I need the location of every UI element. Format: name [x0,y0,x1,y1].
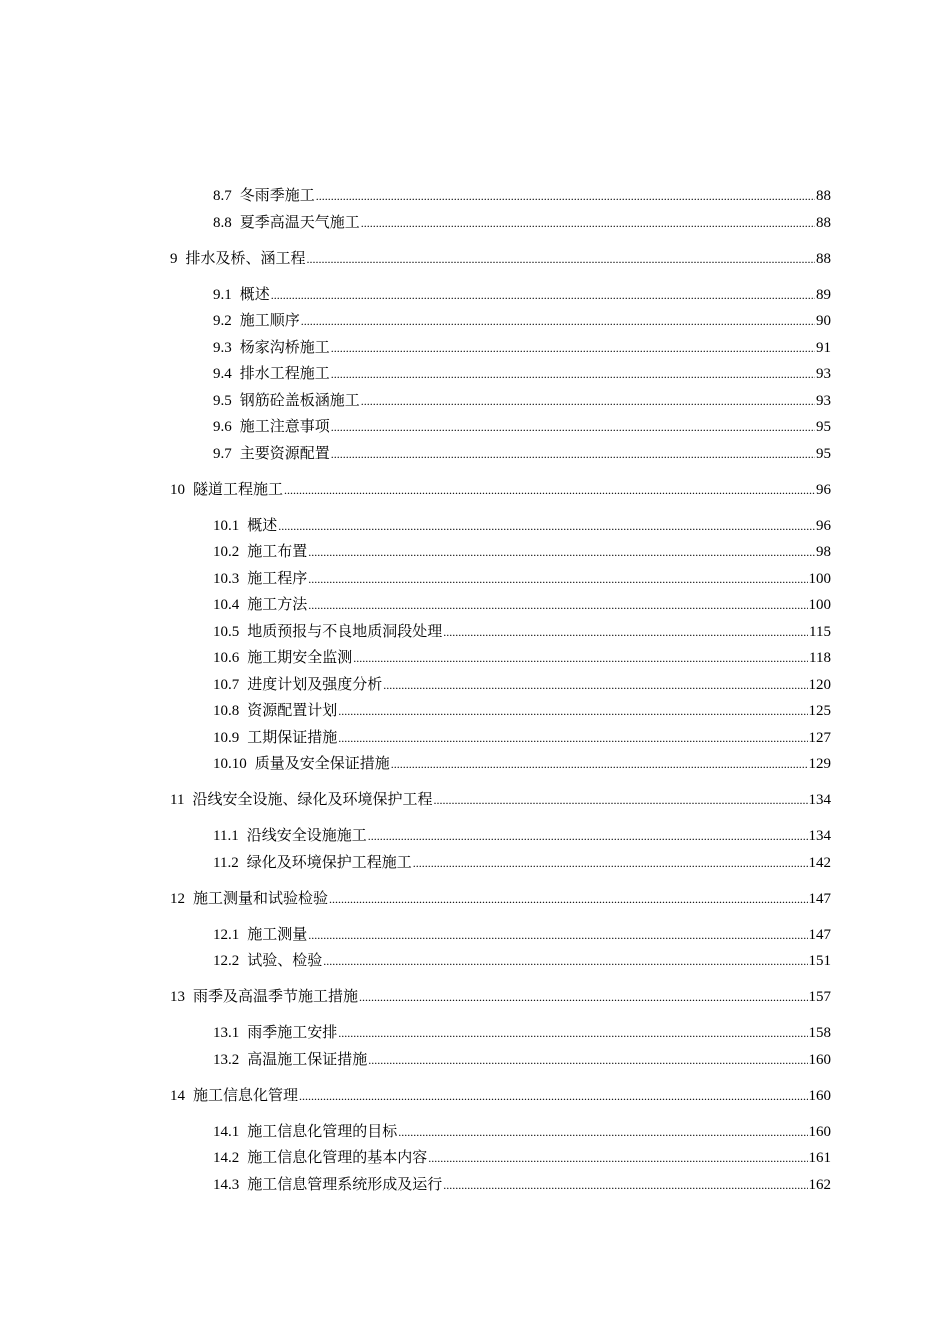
toc-entry-page-number: 88 [816,214,831,231]
toc-entry-title: 概述 [247,517,278,534]
toc-entry-number: 9 [170,250,178,267]
toc-entry-title: 概述 [239,286,270,303]
toc-entry-page-number: 147 [808,890,831,907]
toc-entry-page-number: 95 [816,419,831,435]
toc-dot-leader [338,728,807,748]
toc-section-entry[interactable] [213,951,831,971]
toc-entry-number: 10.6 [213,650,240,666]
toc-entry-page-number: 142 [808,854,831,871]
toc-section-entry[interactable] [213,675,831,695]
toc-chapter-entry[interactable] [170,790,831,810]
toc-dot-leader [413,853,808,873]
toc-dot-leader [271,285,815,305]
toc-entry-title: 主要资源配置 [239,445,330,462]
toc-section-entry[interactable] [213,701,831,721]
toc-entry-title: 沿线安全设施施工 [246,828,367,844]
toc-section-entry[interactable] [213,213,831,233]
toc-entry-number: 10.8 [213,703,240,719]
toc-dot-leader [329,889,807,909]
toc-entry-title: 施工信息化管理的目标 [247,1123,398,1140]
toc-entry-page-number: 134 [808,828,831,844]
toc-entry-page-number: 93 [816,366,831,382]
toc-dot-leader [308,595,807,615]
toc-dot-leader [433,790,807,810]
toc-entry-title: 隧道工程施工 [193,481,284,498]
toc-section-entry[interactable] [213,516,831,536]
toc-section-entry[interactable] [213,1050,831,1070]
toc-entry-title: 钢筋砼盖板涵施工 [239,392,360,409]
toc-entry-title: 施工期安全监测 [247,650,353,666]
toc-section-entry[interactable] [213,569,831,589]
toc-entry-number: 8.8 [213,214,232,231]
toc-entry-number: 13.2 [213,1051,240,1068]
toc-entry-page-number: 160 [808,1087,831,1104]
toc-entry-page-number: 93 [816,392,831,409]
toc-entry-title: 沿线安全设施、绿化及环境保护工程 [192,792,433,808]
toc-section-entry[interactable] [213,826,831,846]
toc-dot-leader [428,1148,807,1168]
toc-section-entry[interactable] [213,853,831,873]
toc-section-entry[interactable] [213,391,831,411]
toc-entry-number: 10.3 [213,570,240,587]
toc-entry-page-number: 90 [816,313,831,329]
toc-entry-page-number: 157 [808,989,831,1005]
toc-section-entry[interactable] [213,285,831,305]
toc-entry-page-number: 118 [809,650,831,666]
toc-entry-number: 9.5 [213,392,232,409]
toc-entry-title: 排水工程施工 [239,366,330,382]
toc-entry-page-number: 120 [808,676,831,693]
toc-section-entry[interactable] [213,1023,831,1043]
toc-dot-leader [361,391,815,411]
toc-entry-number: 10.1 [213,517,240,534]
toc-dot-leader [278,516,815,536]
toc-entry-title: 施工方法 [247,597,308,613]
toc-entry-page-number: 125 [808,703,831,719]
toc-section-entry[interactable] [213,648,831,668]
toc-entry-number: 10.4 [213,597,240,613]
toc-dot-leader [368,1050,807,1070]
toc-entry-page-number: 98 [816,544,831,560]
toc-entry-title: 夏季高温天气施工 [239,214,360,231]
toc-entry-page-number: 88 [816,250,831,267]
toc-entry-page-number: 162 [808,1176,831,1193]
toc-entry-title: 排水及桥、涵工程 [185,250,306,267]
toc-section-entry[interactable] [213,925,831,945]
toc-dot-leader [308,925,807,945]
toc-entry-title: 地质预报与不良地质洞段处理 [247,623,443,640]
toc-entry-number: 14.1 [213,1123,240,1140]
toc-entry-number: 12.1 [213,926,240,943]
toc-dot-leader [361,213,815,233]
toc-entry-title: 施工测量 [247,926,308,943]
toc-entry-number: 9.4 [213,366,232,382]
toc-dot-leader [331,417,815,437]
toc-section-entry[interactable] [213,595,831,615]
toc-dot-leader [391,754,808,774]
toc-entry-page-number: 129 [808,756,831,772]
toc-entry-number: 14 [170,1087,185,1104]
toc-entry-page-number: 127 [808,729,831,746]
toc-section-entry[interactable] [213,754,831,774]
toc-entry-page-number: 161 [808,1150,831,1166]
toc-entry-page-number: 160 [808,1051,831,1068]
toc-entry-number: 10.9 [213,729,240,746]
toc-entry-number: 8.7 [213,188,232,204]
toc-entry-title: 施工信息管理系统形成及运行 [247,1176,443,1193]
toc-entry-number: 9.6 [213,419,232,435]
toc-entry-title: 雨季施工安排 [247,1025,338,1041]
toc-entry-title: 施工信息化管理的基本内容 [247,1150,428,1166]
toc-entry-page-number: 88 [816,188,831,204]
toc-section-entry[interactable] [213,622,831,642]
toc-entry-number: 11.2 [213,854,239,871]
toc-entry-title: 施工测量和试验检验 [193,890,329,907]
toc-section-entry[interactable] [213,542,831,562]
toc-chapter-entry[interactable] [170,987,831,1007]
toc-dot-leader [284,480,815,500]
toc-entry-title: 工期保证措施 [247,729,338,746]
toc-entry-number: 10.5 [213,623,240,640]
toc-entry-number: 10 [170,481,185,498]
toc-entry-title: 冬雨季施工 [239,188,315,204]
toc-entry-page-number: 160 [808,1123,831,1140]
toc-entry-page-number: 147 [808,926,831,943]
toc-entry-number: 10.2 [213,544,240,560]
toc-section-entry[interactable] [213,417,831,437]
toc-entry-title: 高温施工保证措施 [247,1051,368,1068]
toc-dot-leader [353,648,808,668]
toc-chapter-entry[interactable] [170,480,831,500]
toc-dot-leader [323,951,807,971]
toc-entry-number: 12 [170,890,185,907]
toc-entry-title: 施工顺序 [239,313,300,329]
toc-entry-title: 进度计划及强度分析 [247,676,383,693]
toc-dot-leader [331,444,815,464]
toc-dot-leader [359,987,807,1007]
toc-entry-title: 施工注意事项 [239,419,330,435]
toc-dot-leader [443,622,808,642]
toc-entry-title: 试验、检验 [247,953,323,969]
toc-entry-number: 10.10 [213,756,247,772]
toc-dot-leader [299,1086,807,1106]
toc-dot-leader [331,364,815,384]
toc-section-entry[interactable] [213,186,831,206]
toc-dot-leader [331,338,815,358]
toc-entry-number: 11.1 [213,828,239,844]
toc-entry-title: 施工布置 [247,544,308,560]
toc-section-entry[interactable] [213,1175,831,1195]
toc-entry-number: 14.2 [213,1150,240,1166]
toc-section-entry[interactable] [213,444,831,464]
toc-entry-title: 杨家沟桥施工 [239,339,330,356]
toc-entry-number: 11 [170,792,185,808]
toc-entry-page-number: 96 [816,517,831,534]
toc-dot-leader [307,249,815,269]
toc-entry-number: 9.3 [213,339,232,356]
toc-entry-title: 资源配置计划 [247,703,338,719]
toc-dot-leader [398,1122,807,1142]
toc-dot-leader [338,1023,807,1043]
toc-entry-page-number: 100 [808,597,831,613]
toc-entry-number: 10.7 [213,676,240,693]
toc-entry-page-number: 89 [816,286,831,303]
toc-entry-number: 9.1 [213,286,232,303]
toc-entry-page-number: 91 [816,339,831,356]
toc-dot-leader [308,569,807,589]
toc-entry-number: 13.1 [213,1025,240,1041]
toc-chapter-entry[interactable] [170,1086,831,1106]
toc-dot-leader [338,701,807,721]
toc-section-entry[interactable] [213,1122,831,1142]
toc-entry-number: 12.2 [213,953,240,969]
toc-dot-leader [316,186,815,206]
toc-dot-leader [368,826,808,846]
toc-entry-title: 雨季及高温季节施工措施 [193,989,359,1005]
toc-entry-page-number: 95 [816,445,831,462]
toc-chapter-entry[interactable] [170,889,831,909]
toc-entry-title: 施工信息化管理 [193,1087,299,1104]
toc-entry-page-number: 134 [808,792,831,808]
toc-dot-leader [443,1175,807,1195]
toc-entry-number: 13 [170,989,185,1005]
toc-entry-page-number: 96 [816,481,831,498]
toc-entry-title: 施工程序 [247,570,308,587]
toc-dot-leader [383,675,807,695]
toc-entry-page-number: 100 [808,570,831,587]
toc-entry-page-number: 151 [808,953,831,969]
toc-entry-number: 14.3 [213,1176,240,1193]
toc-section-entry[interactable] [213,338,831,358]
toc-section-entry[interactable] [213,364,831,384]
toc-entry-title: 质量及安全保证措施 [254,756,390,772]
toc-entry-number: 9.7 [213,445,232,462]
toc-section-entry[interactable] [213,1148,831,1168]
toc-entry-title: 绿化及环境保护工程施工 [246,854,412,871]
toc-entry-page-number: 158 [808,1025,831,1041]
toc-section-entry[interactable] [213,728,831,748]
toc-dot-leader [301,311,815,331]
toc-entry-number: 9.2 [213,313,232,329]
toc-chapter-entry[interactable] [170,249,831,269]
toc-entry-page-number: 115 [809,623,831,640]
toc-section-entry[interactable] [213,311,831,331]
toc-dot-leader [308,542,815,562]
